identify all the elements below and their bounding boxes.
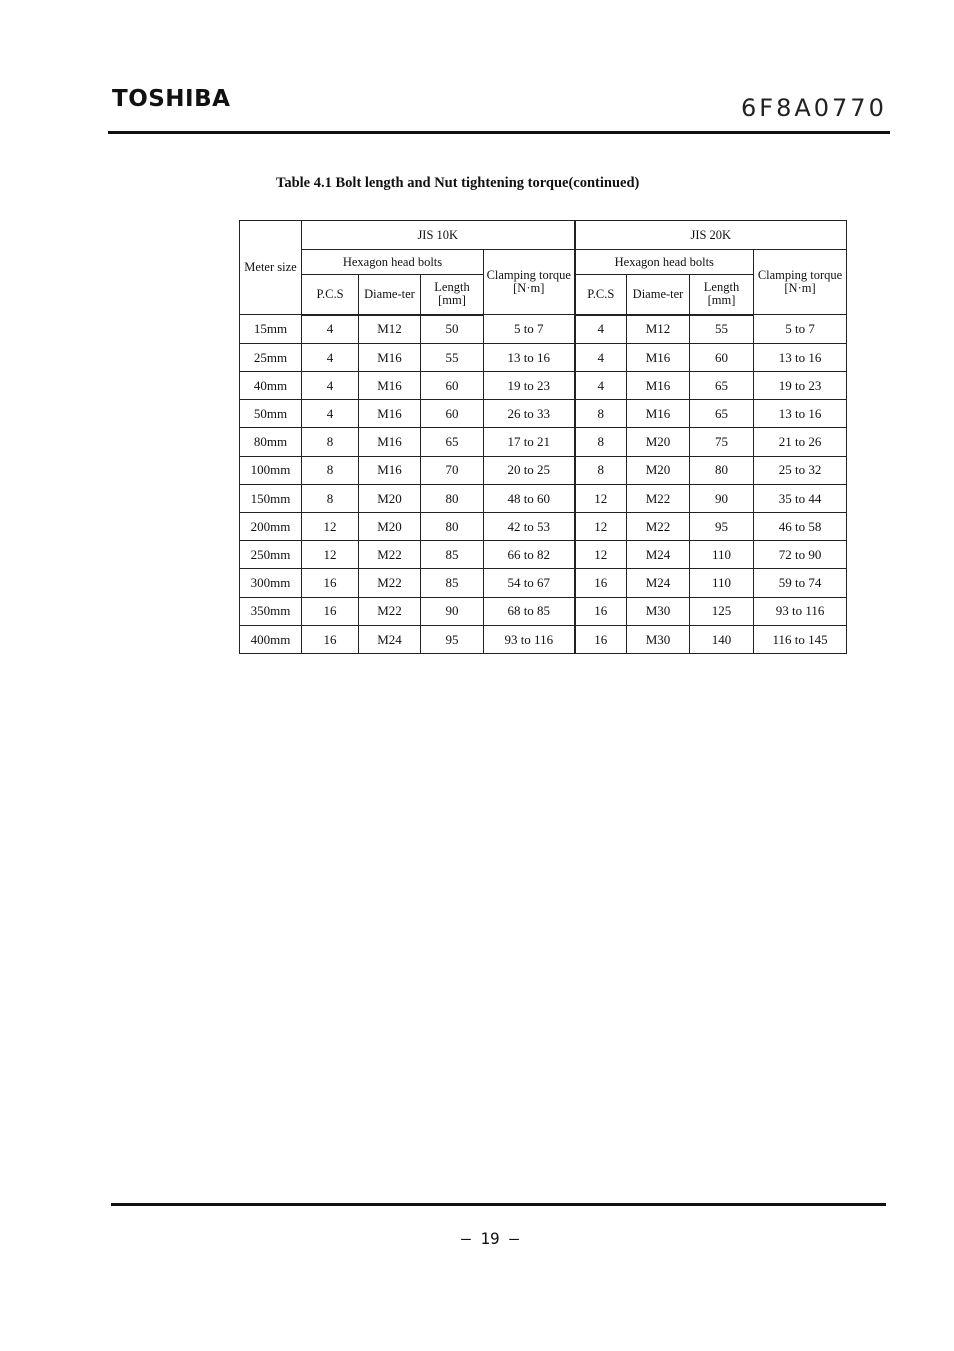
- jis20k-length-cell: 55: [690, 315, 754, 344]
- jis10k-pcs-cell: 12: [302, 541, 359, 569]
- jis10k-length-cell: 70: [421, 456, 484, 484]
- footer-rule: [111, 1203, 886, 1206]
- jis10k-pcs-cell: 16: [302, 597, 359, 625]
- jis20k-clamping-cell: 35 to 44: [754, 484, 847, 512]
- jis10k-length-cell: 55: [421, 343, 484, 371]
- jis10k-clamping-header: Clamping torque [N·m]: [484, 250, 575, 315]
- jis10k-hex-bolts-header: Hexagon head bolts: [302, 250, 484, 275]
- jis20k-pcs-cell: 4: [575, 315, 627, 344]
- jis20k-clamping-cell: 116 to 145: [754, 625, 847, 653]
- meter-size-cell: 100mm: [240, 456, 302, 484]
- jis20k-length-cell: 65: [690, 400, 754, 428]
- jis10k-clamping-cell: 42 to 53: [484, 512, 575, 540]
- table-row: [240, 597, 847, 625]
- jis10k-length-cell: 95: [421, 625, 484, 653]
- jis10k-pcs-cell: 16: [302, 625, 359, 653]
- jis10k-diameter-cell: M16: [359, 456, 421, 484]
- jis10k-length-cell: 50: [421, 315, 484, 344]
- jis10k-clamping-cell: 54 to 67: [484, 569, 575, 597]
- table-row: [240, 456, 847, 484]
- jis20k-diameter-cell: M12: [627, 315, 690, 344]
- meter-size-cell: 400mm: [240, 625, 302, 653]
- jis20k-length-cell: 75: [690, 428, 754, 456]
- document-number: 6F8A0770: [741, 94, 887, 122]
- jis10k-pcs-cell: 12: [302, 512, 359, 540]
- jis10k-length-cell: 80: [421, 512, 484, 540]
- meter-size-cell: 80mm: [240, 428, 302, 456]
- jis20k-diameter-cell: M16: [627, 343, 690, 371]
- jis20k-clamping-cell: 13 to 16: [754, 400, 847, 428]
- jis20k-clamping-cell: 19 to 23: [754, 372, 847, 400]
- meter-size-cell: 15mm: [240, 315, 302, 344]
- jis10k-diameter-cell: M22: [359, 597, 421, 625]
- jis10k-length-cell: 60: [421, 372, 484, 400]
- jis20k-clamping-cell: 5 to 7: [754, 315, 847, 344]
- table-row: [240, 541, 847, 569]
- jis20k-length-cell: 140: [690, 625, 754, 653]
- jis20k-diameter-cell: M22: [627, 484, 690, 512]
- jis10k-clamping-cell: 20 to 25: [484, 456, 575, 484]
- jis20k-length-cell: 90: [690, 484, 754, 512]
- jis10k-diameter-cell: M20: [359, 484, 421, 512]
- jis20k-clamping-header: Clamping torque [N·m]: [754, 250, 847, 315]
- jis10k-diameter-cell: M16: [359, 343, 421, 371]
- jis10k-diameter-cell: M12: [359, 315, 421, 344]
- jis20k-length-cell: 110: [690, 541, 754, 569]
- jis10k-pcs-cell: 8: [302, 456, 359, 484]
- toshiba-logo: TOSHIBA: [112, 86, 231, 112]
- table-caption: Table 4.1 Bolt length and Nut tightening torque(continued): [276, 175, 640, 191]
- jis20k-clamping-cell: 21 to 26: [754, 428, 847, 456]
- jis10k-diameter-cell: M16: [359, 400, 421, 428]
- jis10k-diameter-header: Diame-ter: [359, 275, 421, 315]
- jis10k-clamping-cell: 5 to 7: [484, 315, 575, 344]
- jis20k-diameter-cell: M24: [627, 569, 690, 597]
- table-row: [240, 372, 847, 400]
- jis20k-diameter-cell: M22: [627, 512, 690, 540]
- jis10k-diameter-cell: M22: [359, 541, 421, 569]
- jis20k-length-cell: 80: [690, 456, 754, 484]
- meter-size-cell: 350mm: [240, 597, 302, 625]
- table-row: [240, 484, 847, 512]
- jis20k-diameter-cell: M20: [627, 456, 690, 484]
- jis20k-length-cell: 95: [690, 512, 754, 540]
- jis10k-clamping-cell: 93 to 116: [484, 625, 575, 653]
- jis20k-length-cell: 110: [690, 569, 754, 597]
- jis10k-clamping-cell: 68 to 85: [484, 597, 575, 625]
- table-row: [240, 400, 847, 428]
- jis20k-diameter-cell: M30: [627, 625, 690, 653]
- jis20k-clamping-cell: 13 to 16: [754, 343, 847, 371]
- jis20k-clamping-cell: 59 to 74: [754, 569, 847, 597]
- jis10k-pcs-cell: 8: [302, 484, 359, 512]
- jis20k-diameter-cell: M16: [627, 372, 690, 400]
- jis20k-clamping-cell: 25 to 32: [754, 456, 847, 484]
- jis10k-diameter-cell: M16: [359, 372, 421, 400]
- jis10k-clamping-cell: 48 to 60: [484, 484, 575, 512]
- jis20k-pcs-cell: 12: [575, 512, 627, 540]
- meter-size-cell: 200mm: [240, 512, 302, 540]
- jis20k-clamping-cell: 46 to 58: [754, 512, 847, 540]
- page-number: – 19 –: [461, 1229, 519, 1248]
- jis20k-pcs-cell: 4: [575, 343, 627, 371]
- jis10k-length-cell: 85: [421, 541, 484, 569]
- jis20k-length-cell: 125: [690, 597, 754, 625]
- jis10k-length-cell: 60: [421, 400, 484, 428]
- jis10k-pcs-cell: 16: [302, 569, 359, 597]
- jis20k-pcs-cell: 16: [575, 569, 627, 597]
- jis10k-pcs-cell: 4: [302, 315, 359, 344]
- jis20k-clamping-cell: 93 to 116: [754, 597, 847, 625]
- jis10k-pcs-cell: 4: [302, 400, 359, 428]
- jis10k-header: JIS 10K: [302, 221, 575, 250]
- meter-size-cell: 300mm: [240, 569, 302, 597]
- jis10k-diameter-cell: M20: [359, 512, 421, 540]
- meter-size-cell: 250mm: [240, 541, 302, 569]
- jis10k-length-cell: 65: [421, 428, 484, 456]
- meter-size-header: Meter size: [240, 221, 302, 315]
- jis10k-length-cell: 80: [421, 484, 484, 512]
- jis10k-clamping-cell: 17 to 21: [484, 428, 575, 456]
- jis20k-length-cell: 60: [690, 343, 754, 371]
- jis20k-pcs-header: P.C.S: [575, 275, 627, 315]
- table-row: [240, 315, 847, 344]
- jis20k-pcs-cell: 16: [575, 597, 627, 625]
- jis10k-clamping-cell: 13 to 16: [484, 343, 575, 371]
- jis20k-header: JIS 20K: [575, 221, 847, 250]
- jis20k-pcs-cell: 8: [575, 400, 627, 428]
- bolt-torque-table: [239, 220, 847, 654]
- jis20k-length-cell: 65: [690, 372, 754, 400]
- jis20k-diameter-cell: M24: [627, 541, 690, 569]
- jis20k-diameter-header: Diame-ter: [627, 275, 690, 315]
- jis10k-pcs-cell: 4: [302, 343, 359, 371]
- jis10k-clamping-cell: 19 to 23: [484, 372, 575, 400]
- jis20k-diameter-cell: M20: [627, 428, 690, 456]
- jis10k-diameter-cell: M16: [359, 428, 421, 456]
- jis20k-pcs-cell: 8: [575, 428, 627, 456]
- jis10k-clamping-cell: 66 to 82: [484, 541, 575, 569]
- header-rule: [108, 131, 890, 134]
- jis20k-pcs-cell: 12: [575, 541, 627, 569]
- jis20k-diameter-cell: M30: [627, 597, 690, 625]
- jis10k-length-cell: 85: [421, 569, 484, 597]
- jis20k-diameter-cell: M16: [627, 400, 690, 428]
- jis10k-diameter-cell: M22: [359, 569, 421, 597]
- meter-size-cell: 150mm: [240, 484, 302, 512]
- table-row: [240, 569, 847, 597]
- jis20k-pcs-cell: 12: [575, 484, 627, 512]
- jis10k-pcs-cell: 8: [302, 428, 359, 456]
- jis20k-length-header: Length [mm]: [690, 275, 754, 315]
- jis10k-pcs-header: P.C.S: [302, 275, 359, 315]
- meter-size-cell: 25mm: [240, 343, 302, 371]
- jis20k-pcs-cell: 4: [575, 372, 627, 400]
- table-row: [240, 428, 847, 456]
- jis10k-length-header: Length [mm]: [421, 275, 484, 315]
- table-row: [240, 343, 847, 371]
- table-row: [240, 625, 847, 653]
- jis20k-pcs-cell: 8: [575, 456, 627, 484]
- table-row: [240, 512, 847, 540]
- meter-size-cell: 40mm: [240, 372, 302, 400]
- jis10k-clamping-cell: 26 to 33: [484, 400, 575, 428]
- jis10k-diameter-cell: M24: [359, 625, 421, 653]
- meter-size-cell: 50mm: [240, 400, 302, 428]
- jis10k-pcs-cell: 4: [302, 372, 359, 400]
- jis10k-length-cell: 90: [421, 597, 484, 625]
- jis20k-clamping-cell: 72 to 90: [754, 541, 847, 569]
- jis20k-pcs-cell: 16: [575, 625, 627, 653]
- jis20k-hex-bolts-header: Hexagon head bolts: [575, 250, 754, 275]
